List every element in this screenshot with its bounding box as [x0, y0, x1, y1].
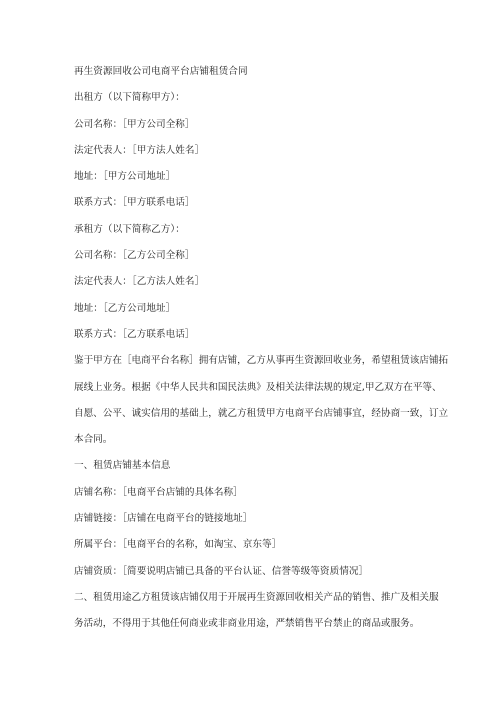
preamble-line: 鉴于甲方在［电商平台名称］拥有店铺，乙方从事再生资源回收业务，希望租赁该店铺拓 — [74, 355, 449, 367]
section2-paragraph — [74, 591, 439, 630]
lessee-contact: 联系方式：［乙方联系电话］ — [74, 328, 195, 340]
lessee-representative: 法定代表人：［乙方法人姓名］ — [74, 276, 205, 288]
section1-heading: 一、租赁店铺基本信息 — [74, 460, 171, 472]
preamble-paragraph — [74, 354, 449, 446]
lessor-heading: 出租方（以下简称甲方）： — [74, 92, 185, 104]
section2-line: 二、租赁用途乙方租赁该店铺仅用于开展再生资源回收相关产品的销售、推广及相关服 — [74, 591, 439, 603]
contract-body — [74, 65, 449, 644]
shop-name: 店铺名称：［电商平台店铺的具体名称］ — [74, 486, 243, 498]
shop-platform: 所属平台：［电商平台的名称，如淘宝、京东等］ — [74, 539, 282, 551]
lessee-address: 地址：［乙方公司地址］ — [74, 302, 176, 314]
preamble-line: 本合同。 — [74, 434, 113, 446]
section2-line: 务活动，不得用于其他任何商业或非商业用途，严禁销售平台禁止的商品或服务。 — [74, 618, 420, 630]
lessee-company: 公司名称：［乙方公司全称］ — [74, 250, 195, 262]
lessee-heading: 承租方（以下简称乙方）： — [74, 223, 185, 235]
lessor-contact: 联系方式：［甲方联系电话］ — [74, 197, 195, 209]
lessor-address: 地址：［甲方公司地址］ — [74, 171, 176, 183]
lessor-company: 公司名称：［甲方公司全称］ — [74, 118, 195, 130]
shop-link: 店铺链接：［店铺在电商平台的链接地址］ — [74, 513, 253, 525]
shop-qualification: 店铺资质：［简要说明店铺已具备的平台认证、信誉等级等资质情况］ — [74, 565, 369, 577]
contract-title: 再生资源回收公司电商平台店铺租赁合同 — [74, 66, 248, 77]
preamble-line: 自愿、公平、诚实信用的基础上，就乙方租赁甲方电商平台店铺事宜，经协商一致，订立 — [74, 407, 449, 419]
preamble-line: 展线上业务。根据《中华人民共和国民法典》及相关法律法规的规定,甲乙双方在平等、 — [74, 381, 442, 393]
lessor-representative: 法定代表人：［甲方法人姓名］ — [74, 144, 205, 156]
